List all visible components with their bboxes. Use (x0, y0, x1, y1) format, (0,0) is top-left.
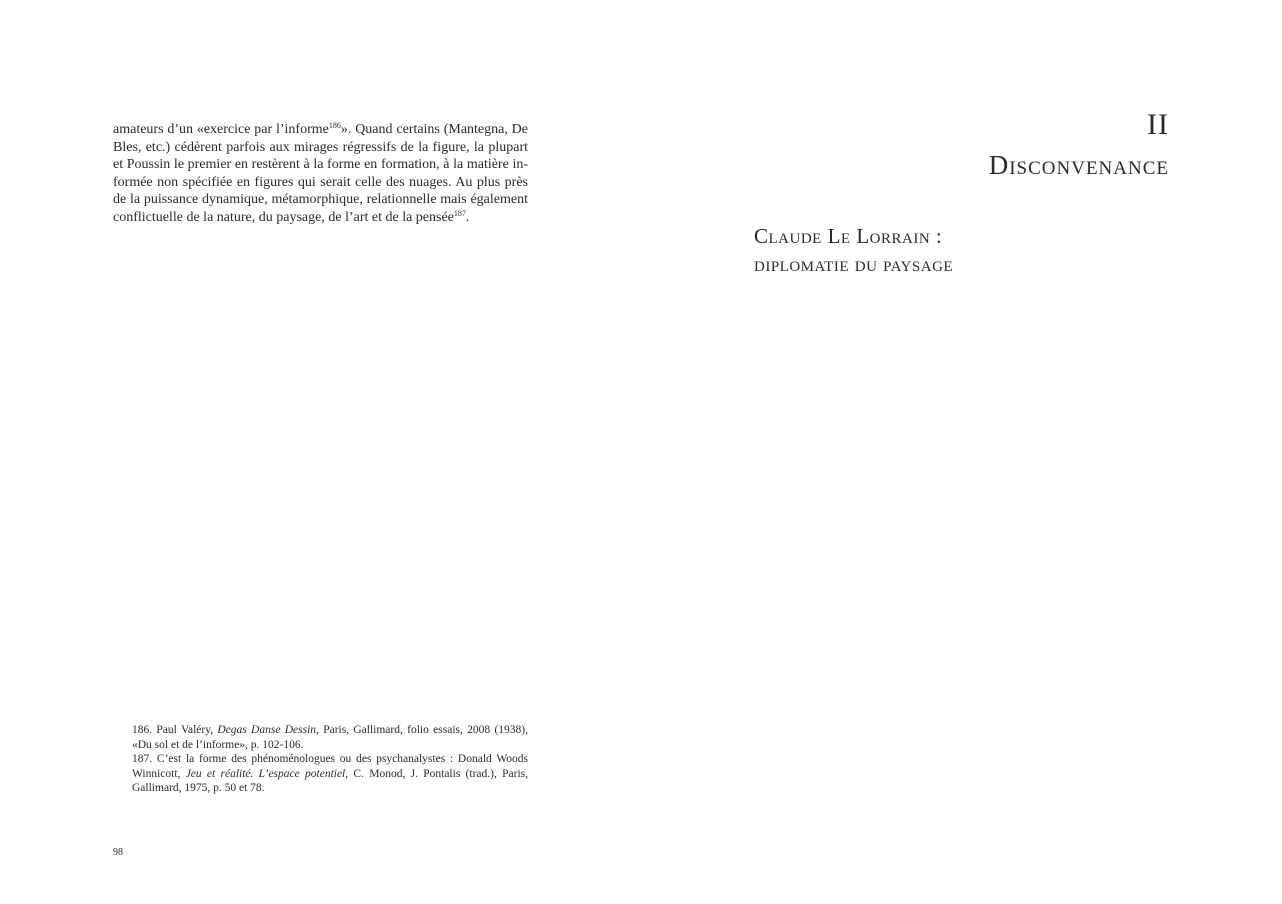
footnote-186-rest: , Paris, Gallimard, folio essais, 2008 (1938), «Du sol et de l’informe», p. 102-106. (132, 724, 528, 751)
part-numeral: II (1147, 108, 1169, 141)
chapter-title (754, 222, 1174, 278)
chapter-title-line-1: Claude Le Lorrain : (754, 224, 943, 248)
footnote-186 (132, 723, 528, 752)
body-text-part-1: amateurs d’un «exercice par l’informe (113, 122, 329, 137)
page-number: 98 (113, 847, 123, 858)
body-paragraph (113, 121, 528, 227)
footnote-187 (132, 752, 528, 796)
footnote-186-lead: 186. Paul Valéry, (132, 724, 218, 736)
footnote-186-title: Degas Danse Dessin (217, 724, 317, 736)
footnote-ref-186[interactable]: 186 (328, 121, 341, 130)
footnote-187-lead: 187. C’est la forme des phénoménologues ou des psychanalystes : Donald Woods Winnicott, (132, 753, 528, 780)
chapter-title-line-2: diplomatie du paysage (754, 252, 954, 276)
body-text-part-3: . (465, 209, 470, 225)
footnote-187-rest: , C. Monod, J. Pontalis (trad.), Paris, Gallimard, 1975, p. 50 et 78. (132, 767, 528, 795)
footnote-ref-187[interactable]: 187 (453, 208, 466, 218)
footnotes (132, 723, 528, 796)
footnote-187-title: Jeu et réalité. L’espace potentiel (185, 767, 346, 780)
right-page (641, 0, 1282, 904)
body-text-part-2: ». Quand certains (Mantegna, De Bles, etc.) cédèrent parfois aux mirages régressifs de la figure, la plupart et Poussin le premier en restèrent à la forme en formation, à la matière in-formée non spécifiée en figures qui serait celle des nuages. Au plus près de la puissance dynamique, métamorphique, relationnelle mais également conflictuelle de la nature, du paysage, de l’art et de la pensée (113, 122, 529, 225)
part-title: Disconvenance (988, 150, 1169, 180)
